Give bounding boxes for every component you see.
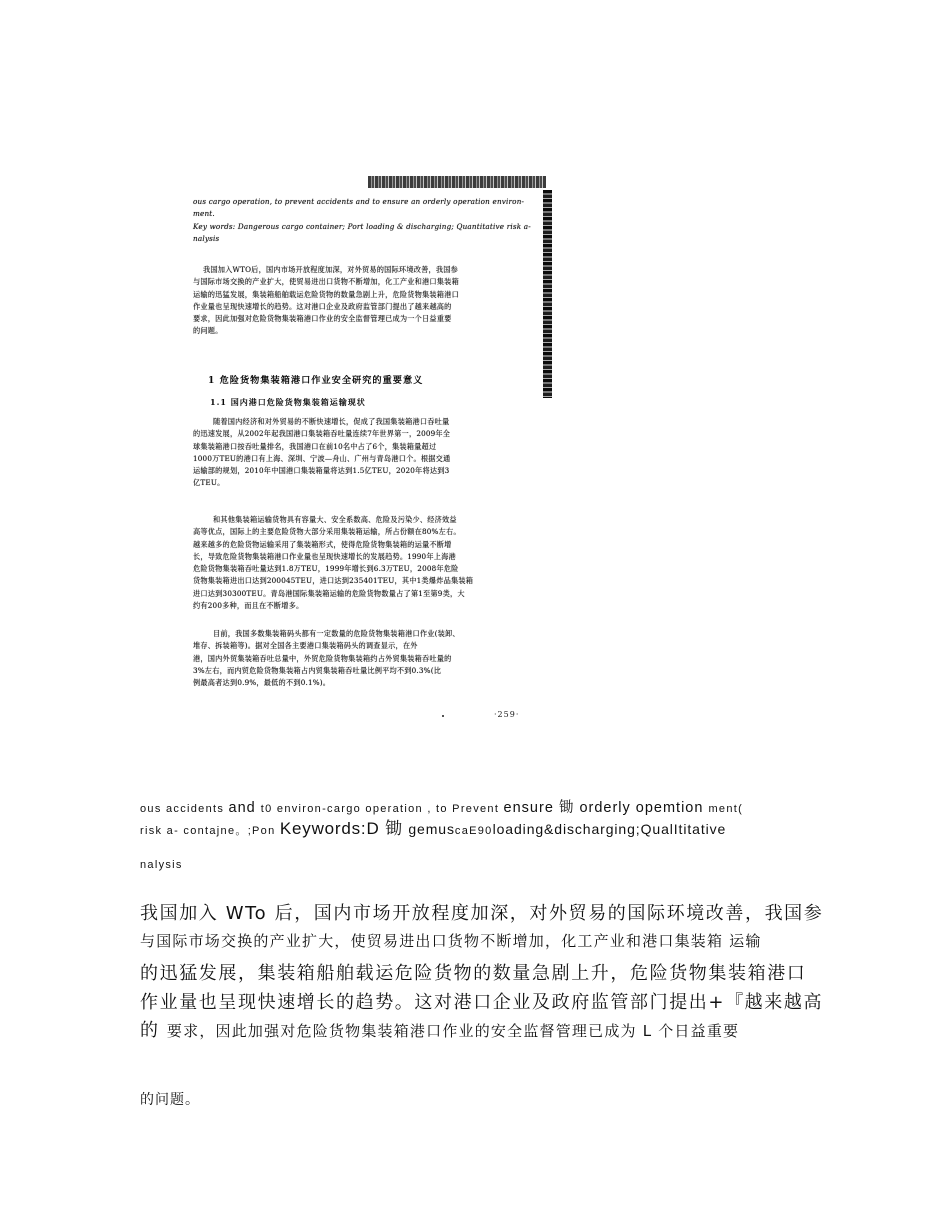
ocr-text: t0 environ-cargo operation , to Prevent bbox=[260, 803, 504, 815]
scan-section-heading: 1 危险货物集装箱港口作业安全研究的重要意义 bbox=[208, 375, 424, 386]
scan-paragraph-4: 目前，我国多数集装箱码头都有一定数量的危险货物集装箱港口作业(装卸、 堆存、拆装箱等)。据对全国各主要港口集装箱码头的调查显示，在外 港，国内外贸集装箱吞吐总量中，外贸危险货物集装箱约占外贸集装箱吞吐量的 3%左右，而内贸危险货物集装箱占内贸集装箱吞吐量比例平均不到0.3%(比 例最高者达到0.9%，最低的不到0.1%)。 bbox=[193, 629, 460, 688]
ocr-text: and bbox=[228, 800, 261, 816]
body-line-6: 的问题。 bbox=[140, 1092, 200, 1108]
scan-paragraph-2: 随着国内经济和对外贸易的不断快速增长，促成了我国集装箱港口吞吐量 的迅速发展，从2002年起我国港口集装箱吞吐量连续7年世界第一，2009年全 球集装箱港口按吞吐量排名，我国港口在前10名中占了6个，集装箱量超过 1000万TEU的港口有上海、深圳、宁波—舟山、广州与青岛港口个。根据交通 运输部的规划，2010年中国港口集装箱量将达到1.5亿TEU，2020年将达到3 亿TEU。 bbox=[193, 417, 451, 488]
ocr-english-line-3: nalysis bbox=[140, 859, 183, 871]
body-line-4: 作业量也呈现快速增长的趋势。这对港口企业及政府监管部门提出+『越来越高 bbox=[140, 992, 824, 1013]
ocr-text: ment( bbox=[708, 803, 744, 815]
scan-paragraph-3: 和其他集装箱运输货物具有容量大、安全系数高、危险及污染少、经济效益 高等优点，国际上的主要危险货物大部分采用集装箱运输，所占份额在80%左右。 越来越多的危险货物运输采用了集装箱形式，使得危险货物集装箱的运量不断增 长，导致危险货物集装箱港口作业量也呈现快速增长的发展趋势。1990年上海港 危险货物集装箱吞吐量达到1.8万TEU，1999年增长到6.3万TEU，2008年危险 货物集装箱进出口达到200045TEU，进口达到235401TEU，其中1类爆炸品集装箱 进口达到30300TEU。青岛港国际集装箱运输的危险货物数量占了第1至第9类，大 约有200多种，而且在不断增多。 bbox=[193, 515, 474, 611]
ocr-text: risk a- contajne。;Pon bbox=[140, 825, 280, 837]
scan-binding-edge bbox=[543, 190, 552, 398]
scan-paragraph-1: 我国加入WTO后，国内市场开放程度加深，对外贸易的国际环境改善，我国参 与国际市场交换的产业扩大，使贸易进出口货物不断增加，化工产业和港口集装箱 运输的迅猛发展，集装箱船舶载运危险货物的数量急剧上升，危险货物集装箱港口 作业量也呈现快速增长的趋势。这对港口企业及政府监管部门提出了越来越高的 要求，因此加强对危险货物集装箱港口作业的安全监督管理已成为一个日益重要 的问题。 bbox=[193, 265, 459, 336]
body-text: 的 bbox=[140, 1020, 167, 1041]
scan-english-abstract: ous cargo operation, to prevent accidents and to ensure an orderly operation environ- ment. Key words: Dangerous cargo container; Port loading & discharging; Quantitative risk a- nalysis bbox=[193, 197, 531, 243]
ocr-text: Keywords:D 锄 bbox=[279, 819, 409, 838]
scan-subsection-heading: 1.1 国内港口危险货物集装箱运输现状 bbox=[210, 397, 366, 407]
scanned-page-image bbox=[188, 176, 556, 728]
ocr-text: ous accidents bbox=[140, 803, 229, 815]
ocr-text: loading&discharging;QualItitative bbox=[492, 821, 727, 837]
ocr-text: caE90 bbox=[454, 825, 493, 837]
scan-header-strip bbox=[368, 176, 546, 188]
ocr-text: gemus bbox=[408, 821, 455, 837]
ocr-english-line-2 bbox=[140, 814, 726, 839]
scan-speck bbox=[442, 715, 444, 717]
body-line-3: 的迅猛发展，集装箱船舶载运危险货物的数量急剧上升，危险货物集装箱港口 bbox=[140, 963, 807, 984]
body-line-2: 与国际市场交换的产业扩大，使贸易进出口货物不断增加，化工产业和港口集装箱 运输 bbox=[140, 932, 762, 950]
body-line-5 bbox=[140, 1016, 820, 1042]
body-text: 要求，因此加强对危险货物集装箱港口作业的安全监督管理已成为 L 个日益重要 bbox=[166, 1022, 740, 1040]
body-line-1: 我国加入 WTo 后，国内市场开放程度加深，对外贸易的国际环境改善，我国参 bbox=[140, 903, 824, 924]
scan-page-number: ·259· bbox=[494, 710, 520, 719]
ocr-text: ensure 锄 orderly opemtion bbox=[503, 800, 709, 816]
